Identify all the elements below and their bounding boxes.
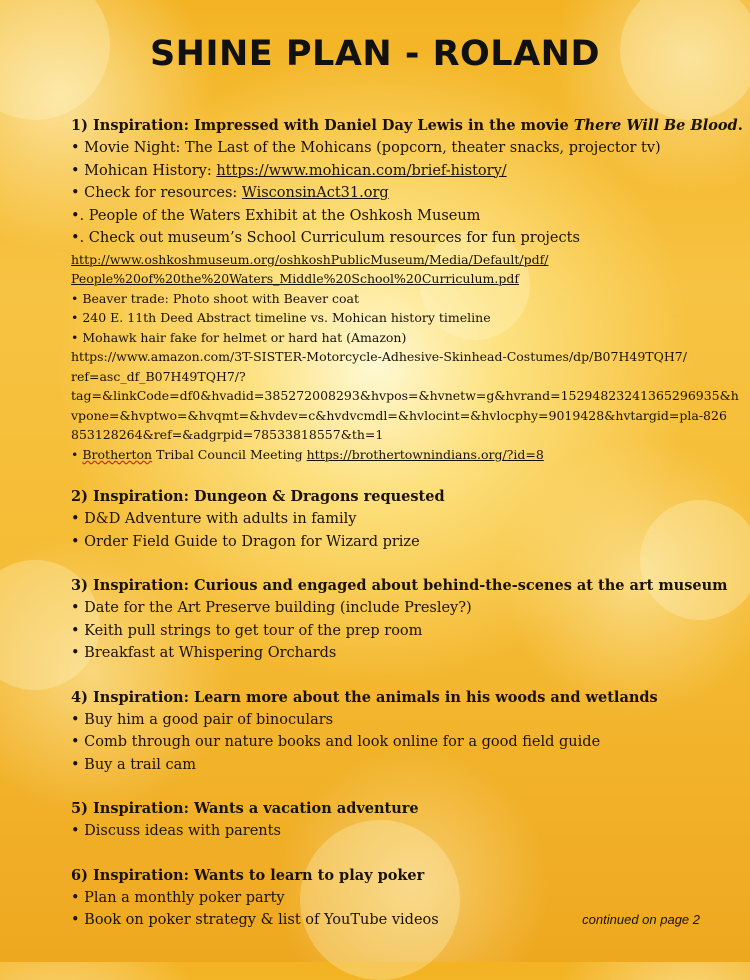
amazon-url: vpone=&hvptwo=&hvqmt=&hvdev=c&hvdvcmdl=&hvlocint=&hvlocphy=9019428&hvtargid=pla-826 [71,407,727,423]
list-item: •. Check out museum’s School Curriculum resources for fun projects [71,230,580,246]
tribe-name: Brotherton [82,446,153,462]
list-item: • 240 E. 11th Deed Abstract timeline vs. Mohican history timeline [71,310,491,325]
list-item [71,445,691,465]
brothertown-link[interactable]: https://brothertownindians.org/?id=8 [306,446,544,462]
section-4 [71,686,691,777]
section-2 [71,485,691,553]
list-item: • Mohawk hair fake for helmet or hard hat (Amazon) [71,329,407,345]
movie-title: There Will Be Blood [573,117,738,134]
amazon-url: 853128264&ref=&adgrpid=78533818557&th=1 [71,427,384,442]
continued-note: continued on page 2 [582,912,700,927]
section-1 [71,114,743,464]
museum-curriculum-link[interactable]: http://www.oshkoshmuseum.org/oshkoshPublicMuseum/Media/Default/pdf/ [71,251,549,267]
list-item: • Keith pull strings to get tour of the prep room [71,622,423,639]
list-item: • Discuss ideas with parents [71,823,281,839]
list-item: • Buy him a good pair of binoculars [71,711,334,728]
section-heading: 4) Inspiration: Learn more about the animals in his woods and wetlands [71,688,658,706]
amazon-url: ref=asc_df_B07H49TQH7/? [71,368,246,384]
list-item: • Beaver trade: Photo shoot with Beaver coat [71,290,360,306]
list-item: • Comb through our nature books and look online for a good field guide [71,734,601,750]
mohican-history-link[interactable]: https://www.mohican.com/brief-history/ [216,162,507,179]
amazon-url: https://www.amazon.com/3T-SISTER-Motorcycle-Adhesive-Skinhead-Costumes/dp/B07H49TQH7/ [71,349,687,364]
section-5 [71,797,691,843]
section-heading: 6) Inspiration: Wants to learn to play poker [71,866,425,884]
item-text: • Check for resources: [71,185,242,201]
section-heading: 3) Inspiration: Curious and engaged about behind-the-scenes at the art museum [71,577,728,594]
list-item: • Movie Night: The Last of the Mohicans (popcorn, theater snacks, projector tv) [71,140,661,156]
item-text: • Mohican History: [71,162,217,179]
museum-curriculum-link-cont[interactable]: People%20of%20the%20Waters_Middle%20School%20Curriculum.pdf [71,271,519,286]
page-title: SHINE PLAN - ROLAND [149,34,601,74]
section-heading [71,114,743,137]
list-item: • Breakfast at Whispering Orchards [71,645,337,661]
heading-period: . [737,117,743,134]
plan-content [71,114,743,953]
section-3 [71,574,728,665]
list-item: • Buy a trail cam [71,756,197,773]
list-item: • Order Field Guide to Dragon for Wizard prize [71,533,420,550]
list-item [71,160,691,183]
list-item [71,182,691,205]
section-heading: 2) Inspiration: Dungeon & Dragons requested [71,488,445,505]
list-item: •. People of the Waters Exhibit at the Oshkosh Museum [71,207,481,224]
list-item: • D&D Adventure with adults in family [71,511,357,527]
list-item: • Book on poker strategy & list of YouTube videos [71,912,439,928]
section-heading: 5) Inspiration: Wants a vacation adventure [71,800,419,817]
wisconsin-act31-link[interactable]: WisconsinAct31.org [241,185,389,201]
bullet: • [71,446,83,462]
amazon-url: tag=&linkCode=df0&hvadid=385272008293&hvpos=&hvnetw=g&hvrand=15294823241365296935&h [71,388,739,403]
item-text: Tribal Council Meeting [152,446,307,462]
list-item: • Plan a monthly poker party [71,889,285,906]
heading-text: 1) Inspiration: Impressed with Daniel Day Lewis in the movie [71,117,574,134]
list-item: • Date for the Art Preserve building (include Presley?) [71,600,472,616]
